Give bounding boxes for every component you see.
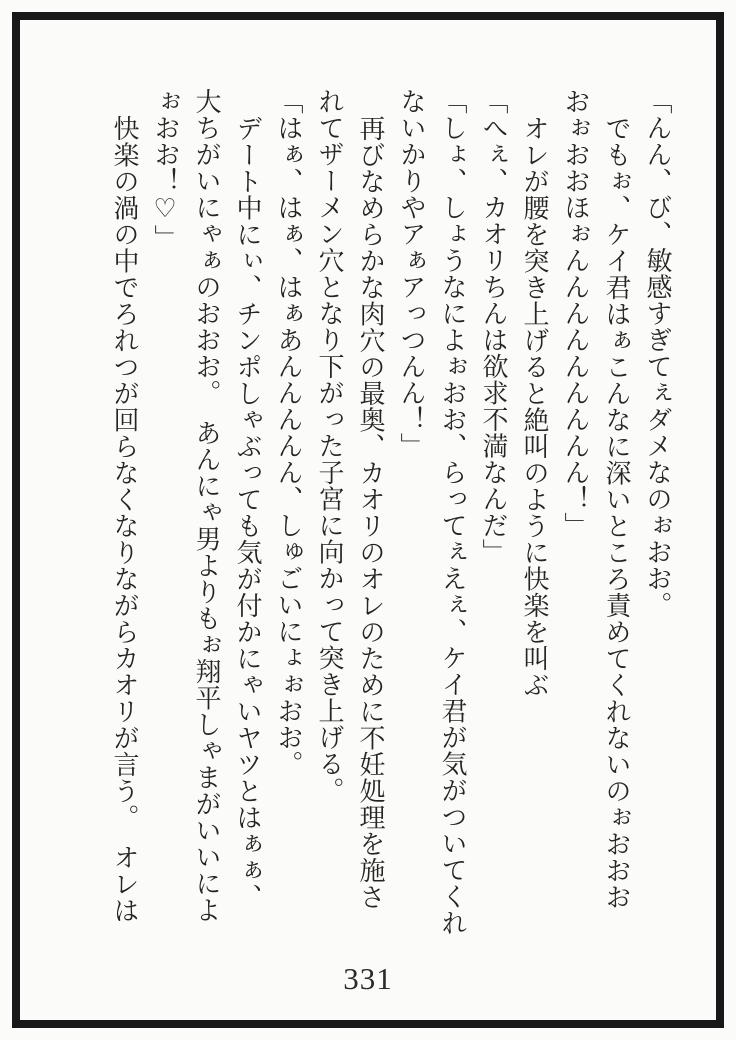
- text-column: 「へぇ、カオリちんは欲求不満なんだ」: [479, 88, 508, 565]
- text-column: れてザーメン穴となり下がった子宮に向かって突き上げる。: [315, 88, 344, 804]
- text-column: ないかりやアぁアっつんん！」: [397, 88, 426, 459]
- text-column: 「んん、び、敏感すぎてぇダメなのぉおお。: [643, 88, 672, 618]
- vertical-text-area: [92, 88, 678, 954]
- text-column: オレが腰を突き上げると絶叫のように快楽を叫ぶ: [520, 115, 549, 698]
- text-column: でもぉ、ケイ君はぁこんなに深いところ責めてくれないのぉおおお: [602, 115, 631, 910]
- text-column: 大ちがいにゃぁのおおお。 あんにゃ男よりもぉ翔平しゃまがいいによ: [192, 88, 221, 923]
- text-column: ぉおお！♡」: [151, 88, 180, 251]
- text-column: 「はぁ、はぁ、はぁあんんんんん、しゅごいにょぉおお。: [274, 88, 303, 777]
- text-column: 「しょ、しょうなによぉおお、らってぇえぇ、ケイ君が気がついてくれ: [438, 88, 467, 936]
- text-column: 快楽の渦の中でろれつが回らなくなりながらカオリが言う。 オレは: [110, 115, 139, 924]
- page-number: 331: [343, 961, 393, 996]
- text-column: 再びなめらかな肉穴の最奥、カオリのオレのために不妊処理を施さ: [356, 115, 385, 910]
- text-column: デート中にぃ、チンポしゃぶっても気が付かにゃいヤツとはぁぁ、: [233, 115, 262, 910]
- text-column: おぉおおほぉんんんんんんんんん！」: [561, 88, 590, 539]
